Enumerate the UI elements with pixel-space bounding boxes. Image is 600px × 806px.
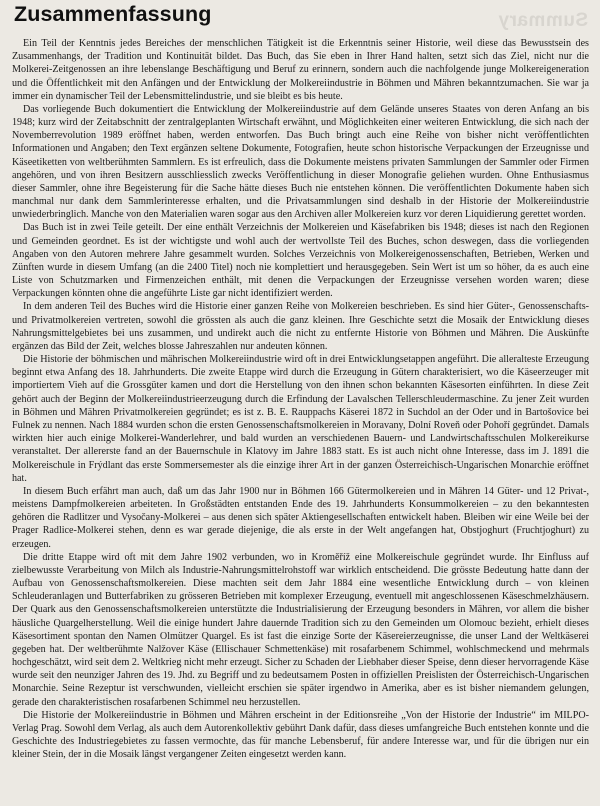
bleed-through-heading: Summary	[497, 10, 588, 31]
page-title: Zusammenfassung	[14, 2, 212, 26]
paragraph: In dem anderen Teil des Buches wird die Historie einer ganzen Reihe von Molkereien beschrieben. Es sind hier Güter-, Genossenschafts- und Privatmolkereien vertreten, sowohl die grössten als auch die ganz kleinen. Ihre Geschichte setzt die Mosaik der Entwicklung dieses Nahrungsmittelgebietes bei uns zusammen, und undirekt auch die nicht zu entfernte Historie von Böhmen und Mähren. Die Auskünfte ergänzen das Bild der Zeit, welches blosse Jahreszahlen nur andeuten können.	[12, 301, 589, 352]
paragraph: In diesem Buch erfährt man auch, daß um das Jahr 1900 nur in Böhmen 166 Gütermolkereien und in Mähren 14 Güter- und 12 Privat-, meistens Dampfmolkereien arbeiteten. In Großstädten entstanden Ende des 19. Jahrhunderts Konsummolkereien – zu den bekanntesten gehören die Radlitzer und Vysočany-Molkerei – aus denen sich später Aktiengesellschaften entwickelt haben. Bleiben wir eine Weile bei der Prager Radlice-Molkerei stehen, denn es war gerade diejenige, die als erste in der Welt angefangen hat, Obstjoghurt (Fruchtjoghurt) zu erzeugen.	[12, 485, 589, 550]
paragraph: Die dritte Etappe wird oft mit dem Jahre 1902 verbunden, wo in Kroměříž eine Molkereischule gegründet wurde. Ihr Einfluss auf zielbewusste Verarbeitung von Milch als Industrie-Nahrungsmittelrohstoff war wirklich entscheidend. Die grösste Bedeutung hatte dann der Aufbau von Genossenschaftsmolkereien. Diese machten seit dem Jahr 1884 eine wesentliche Entwicklung durch – von kleinen Schleuderanlagen und Butterfabriken zu grösseren Betrieben mit komplexer Erzeugung, eventuell mit angeschlossenen Käseschmelzhäusern. Der Quark aus den Genossenschaftsmolkereien unterstützte die Industrialisierung der Erzeugung besonders in Mähren, vor allem die bisher häusliche Quargelherstellung. Weil die einige hundert Jahre dauernde Tradition sich zu den Gemeinden um Olomouc bezieht, erhielt dieses Käsesortiment spontan den Namen Olmützer Quargel. Es ist fast die einzige Sorte der Käsereierzeugnisse, die unser Land der Weltkäserei gegeben hat. Der weltberühmte Nalžover Käse (Ellischauer Schmettenkäse) mit rosafarbenem Schimmel, wohlschmeckend und mehrmals hochgeschätzt, wird seit dem 2. Weltkrieg nicht mehr erzeugt. Sicher zu Schaden der Liebhaber dieser Speise, denn dieser hervorragende Käse wurde seit den neunziger Jahren des 19. Jhd. zu Begriff und zu bedeutsamem Posten in offiziellen Preislisten der Österreichisch-Ungarischen Monarchie. Seine Rezeptur ist verschwunden, vielleicht erschien sie später irgendwo in Amerika, aber es ist bisher niemandem gelungen, gerade den charakteristischen rosafarbenen Schimmel neu herzustellen.	[12, 551, 589, 708]
body-text	[12, 37, 589, 761]
paragraph: Das vorliegende Buch dokumentiert die Entwicklung der Molkereiindustrie auf dem Gelände unseres Staates von deren Anfang an bis 1948; kurz wird der Zeitabschnitt der zentralgeplanten Wirtschaft erwähnt, und Möglichkeiten einer weiteren Entwicklung, die sich nach der Novemberrevolution 1989 eröffnet haben, werden entworfen. Das Buch bringt auch eine Reihe von bisher nicht veröffentlichten Informationen und Angaben; den Text ergänzen seltene Dokumente, Fotografien, heute schon historische Verpackungen der Erzeugnisse und Käseetiketten von weltberühmten Sammlern. Es ist erfreulich, dass die Dokumente meistens privaten Sammlungen der Sammler oder Firmen angehören, und von ihren Besitzern ausschliesslich zwecks Veröffentlichung in dieser Monografie geliehen wurden. Ohne Enthusiasmus dieser Sammler, ohne ihre Begeisterung für die Sache hätte dieses Buch nie entstehen können. Die veröffentlichten Dokumente haben sich manchmal nur dank dem Sammlerinteresse erhalten, und die Privatsammlungen sind deshalb in der Historie der Molkereiindustrie unwiederbringlich. Manche von den Materialien waren sogar aus den Archiven aller Molkereien kurz vor deren Liquidierung gerettet worden.	[12, 103, 589, 221]
paragraph: Die Historie der böhmischen und mährischen Molkereiindustrie wird oft in drei Entwicklungsetappen angeführt. Die alleralteste Erzeugung beginnt etwa Anfang des 18. Jahrhunderts. Die zweite Etappe wird durch die Erzeugung in Gütern charakterisiert, wo die Käseerzeuger mit importiertem Vieh auf die Grossgüter kamen und dort die Herstellung von den ihnen schon bekannten Käsesorten einführten. In diese Zeit gehört auch der Beginn der Molkereiindustrieerzeugung durch die Erfindung der Lavalschen Tellerschleudermaschine. Zu jener Zeit wurden in Böhmen und Mähren Privatmolkereien gegründet; es ist z. B. E. Rauppachs Käserei 1872 in Suchdol an der Oder und in Bartošovice bei Fulnek zu nennen. Nach 1884 wurden schon die ersten Genossenschaftsmolkereien in Moravany, Dolní Roveň oder Pohoří gegründet. Damals wirkten hier auch einige Molkerei-Wanderlehrer, und bald wurden an verschiedenen Bauern- und Landwirtschaftsschulen Molkereikurse veranstaltet. Der allererste fand an der Bauernschule in Klatovy im Jahre 1883 statt. Es ist auch nicht ohne Interesse, dass im J. 1891 die Molkereischule in Frýdlant das erste Sommersemester als die einzige ihrer Art in der ganzen Österreichisch-Ungarischen Monarchie eröffnet hat.	[12, 354, 589, 484]
paragraph: Das Buch ist in zwei Teile geteilt. Der eine enthält Verzeichnis der Molkereien und Käsefabriken bis 1948; dieses ist nach den Regionen und Gemeinden geordnet. Es ist der wichtigste und wohl auch der wertvollste Teil des Buches, schon deswegen, dass die vorliegenden Angaben von den Autoren mehrere Jahre gesammelt wurden. Solches Verzeichnis von Molkereigenossenschaften, Betrieben, Werken und Zünften wurde in diesem Umfang (an die 2400 Titel) noch nie komplettiert und herausgegeben. Sein Wert ist um so höher, da es auch eine Liste von Schutzmarken und Firmenzeichen enthält, mit denen die Verpackungen der Erzeugnisse versehen worden waren; diese Verpackungen könnten ohne die angeführte Liste gar nicht identifiziert werden.	[12, 222, 589, 300]
paragraph: Ein Teil der Kenntnis jedes Bereiches der menschlichen Tätigkeit ist die Erkenntnis seiner Historie, weil diese das Bewusstsein des Zusammenhangs, der Tradition und Kontinuität bildet. Das Buch, das Sie eben in Ihrer Hand halten, setzt sich das Ziel, nicht nur die Molkerei-Zeitgenossen an ihre lebenslange Beschäftigung und Beruf zu erinnern, sondern auch die nachfolgende junge Molkereigeneration und die Öffentlichkeit mit den Anfängen und der Entwicklung der Molkereiindustrie in Böhmen und Mähren bekanntzumachen. Sie war ja immer ein dynamischer Teil der Lebensmittelindustrie, und sie bleibt es bis heute.	[12, 38, 589, 102]
paragraph: Die Historie der Molkereiindustrie in Böhmen und Mähren erscheint in der Editionsreihe „Von der Historie der Industrie“ im MILPO-Verlag Prag. Sowohl dem Verlag, als auch dem Autorenkollektiv gebührt Dank dafür, dass dieses umfangreiche Buch entstehen konnte und die Geschichte des Industriegebietes zu fassen vermochte, das für manche Lebensberuf, für andere Interesse war, und für die übrigen nur ein kleiner Stein, der in die Mosaik längst vergangener Zeiten eingesetzt werden kann.	[12, 709, 589, 761]
